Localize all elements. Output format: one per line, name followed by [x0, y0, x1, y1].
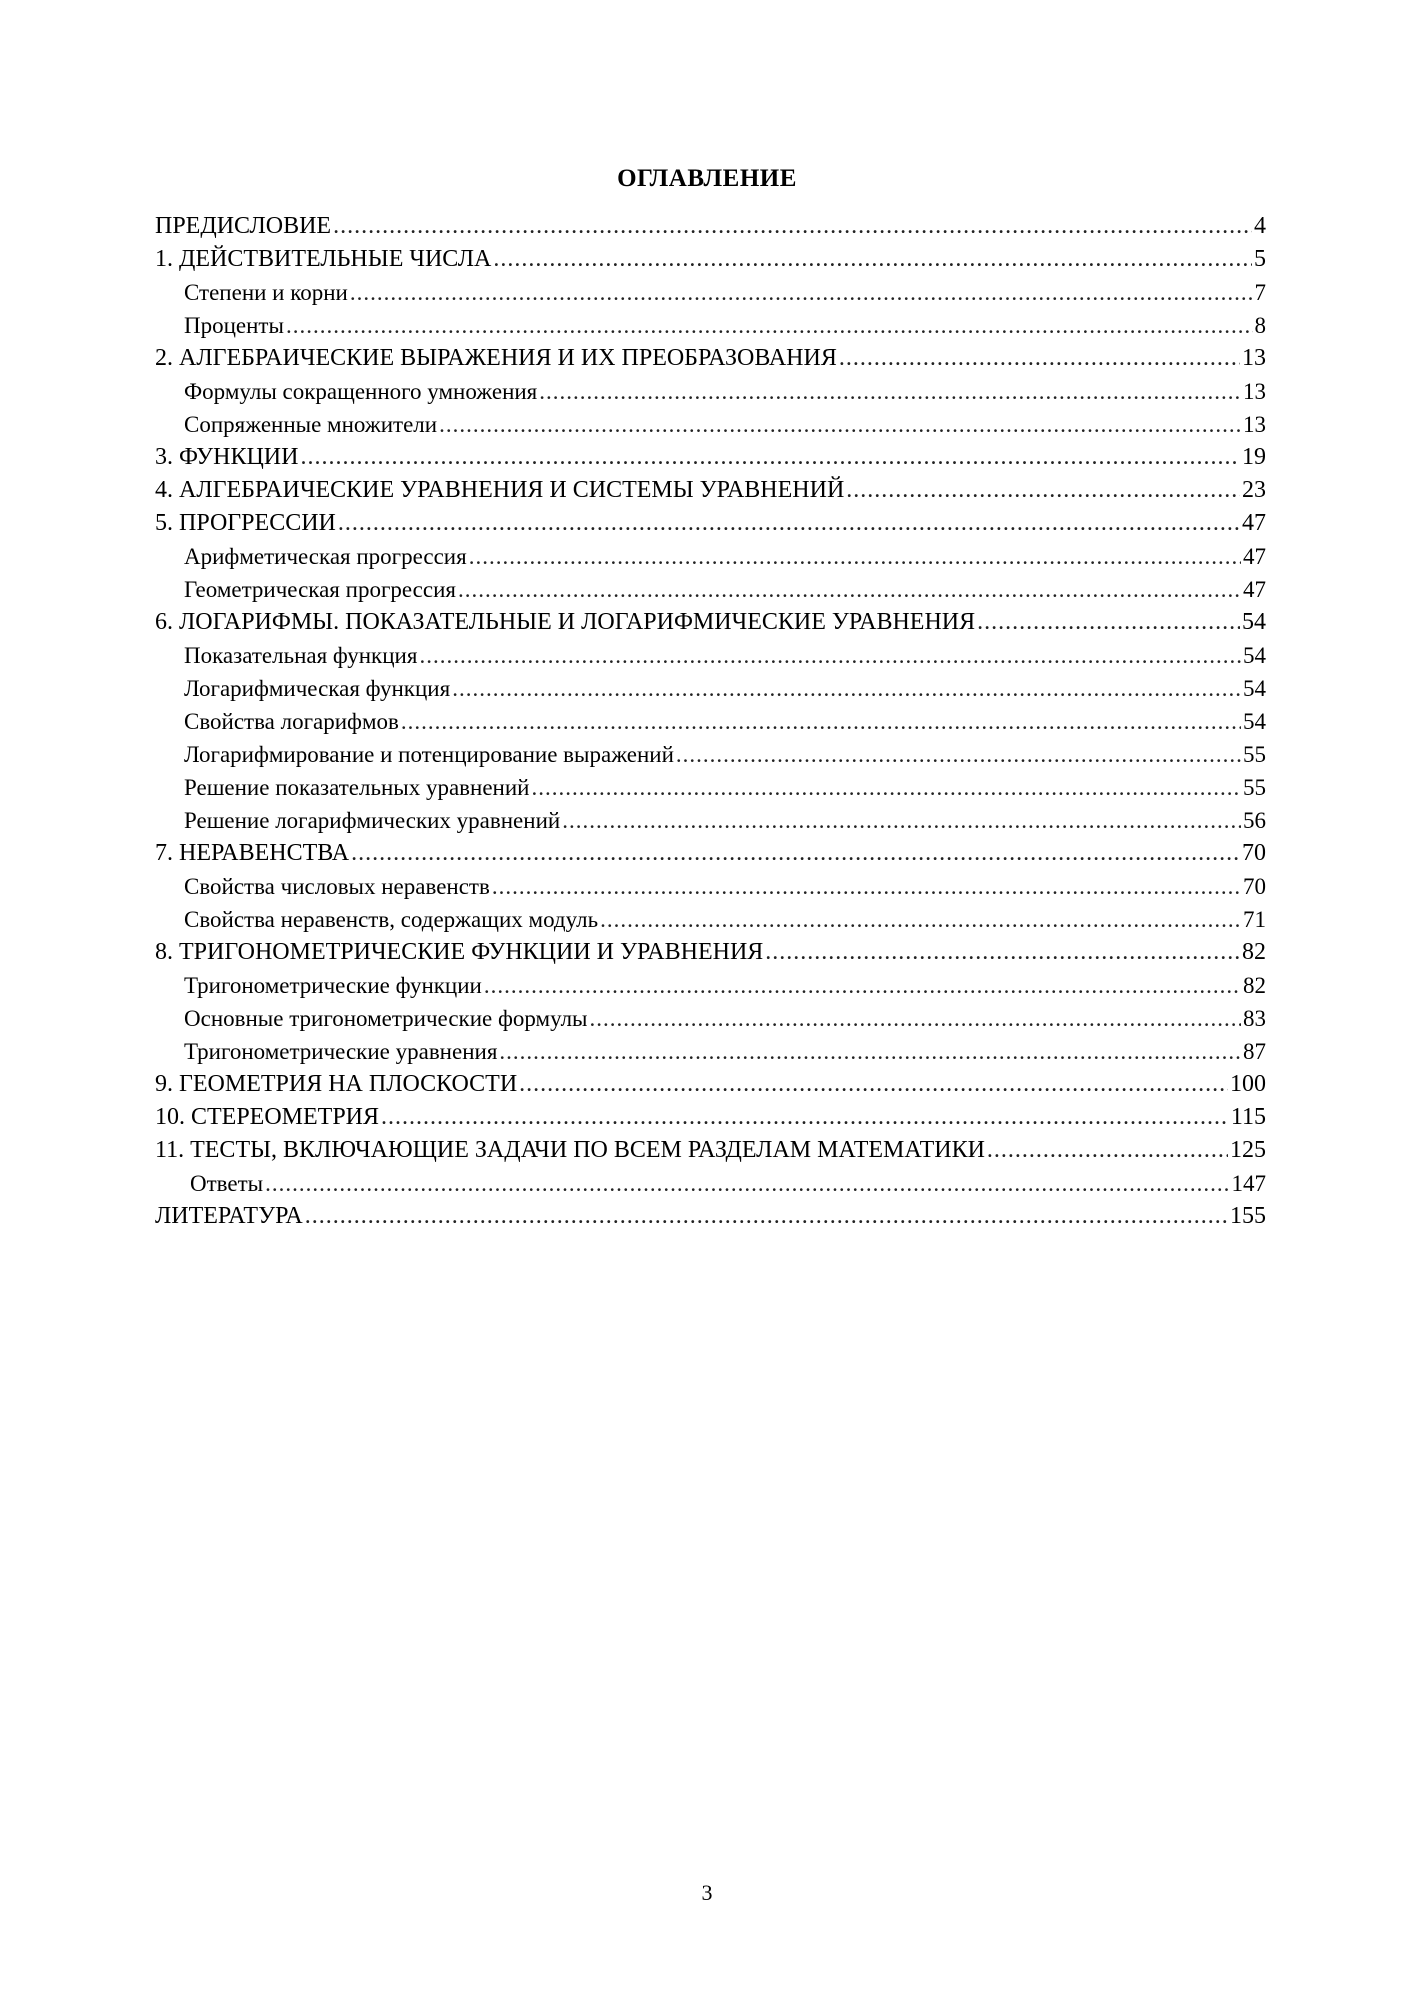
toc-entry-page: 47 [1243, 544, 1266, 569]
toc-dot-leader [977, 606, 1240, 639]
toc-entry-title: ПРЕДИСЛОВИЕ [155, 213, 332, 239]
toc-dot-leader [519, 1068, 1228, 1101]
toc-entry-title: 10. СТЕРЕОМЕТРИЯ [155, 1104, 380, 1130]
page-title: ОГЛАВЛЕНИЕ [617, 165, 797, 192]
toc-entry-page: 71 [1243, 907, 1266, 932]
toc-entry-title: Решение логарифмических уравнений [184, 808, 561, 833]
toc-entry-title: 5. ПРОГРЕССИИ [155, 510, 336, 536]
toc-entry-chapter[interactable] [155, 507, 1266, 540]
toc-entry-section[interactable] [155, 1167, 1266, 1200]
toc-entry-title: Тригонометрические функции [184, 973, 482, 998]
toc-entry-title: 11. ТЕСТЫ, ВКЛЮЧАЮЩИЕ ЗАДАЧИ ПО ВСЕМ РАЗДЕЛАМ МАТЕМАТИКИ [155, 1137, 985, 1163]
toc-dot-leader [401, 705, 1241, 738]
toc-entry-section[interactable] [155, 408, 1266, 441]
toc-entry-title: ЛИТЕРАТУРА [155, 1203, 303, 1229]
toc-entry-page: 8 [1254, 313, 1266, 338]
toc-entry-page: 4 [1254, 213, 1266, 239]
toc-dot-leader [286, 309, 1253, 342]
toc-entry-page: 47 [1242, 510, 1266, 536]
toc-dot-leader [452, 672, 1241, 705]
toc-entry-section[interactable] [155, 903, 1266, 936]
toc-entry-title: 7. НЕРАВЕНСТВА [155, 840, 350, 866]
toc-entry-title: Проценты [184, 313, 284, 338]
toc-entry-page: 83 [1243, 1006, 1266, 1031]
toc-entry-chapter[interactable] [155, 342, 1266, 375]
toc-entry-title: Логарифмическая функция [184, 676, 451, 701]
toc-entry-page: 56 [1243, 808, 1266, 833]
toc-entry-title: Ответы [190, 1171, 264, 1196]
toc-entry-section[interactable] [155, 672, 1266, 705]
toc-entry-page: 5 [1254, 246, 1266, 272]
toc-entry-page: 100 [1230, 1071, 1266, 1097]
toc-entry-chapter[interactable] [155, 441, 1266, 474]
toc-entry-page: 55 [1243, 742, 1266, 767]
toc-dot-leader [333, 210, 1252, 243]
toc-entry-page: 13 [1243, 412, 1266, 437]
toc-entry-title: 2. АЛГЕБРАИЧЕСКИЕ ВЫРАЖЕНИЯ И ИХ ПРЕОБРАЗОВАНИЯ [155, 345, 837, 371]
toc-dot-leader [539, 375, 1241, 408]
toc-entry-page: 19 [1242, 444, 1266, 470]
toc-entry-page: 54 [1243, 709, 1266, 734]
toc-entry-title: Решение показательных уравнений [184, 775, 530, 800]
toc-entry-page: 115 [1230, 1104, 1266, 1130]
toc-entry-section[interactable] [155, 1002, 1266, 1035]
toc-entry-section[interactable] [155, 705, 1266, 738]
toc-entry-section[interactable] [155, 771, 1266, 804]
toc-dot-leader [300, 441, 1240, 474]
toc-entry-chapter[interactable] [155, 210, 1266, 243]
toc-entry-section[interactable] [155, 738, 1266, 771]
toc-dot-leader [351, 837, 1240, 870]
toc-entry-title: 1. ДЕЙСТВИТЕЛЬНЫЕ ЧИСЛА [155, 246, 492, 272]
toc-entry-chapter[interactable] [155, 1200, 1266, 1233]
toc-entry-chapter[interactable] [155, 936, 1266, 969]
toc-entry-page: 7 [1254, 280, 1266, 305]
toc-entry-section[interactable] [155, 870, 1266, 903]
toc-entry-page: 70 [1242, 840, 1266, 866]
toc-entry-page: 54 [1243, 676, 1266, 701]
toc-entry-chapter[interactable] [155, 243, 1266, 276]
toc-dot-leader [439, 408, 1241, 441]
toc-entry-page: 87 [1243, 1039, 1266, 1064]
toc-dot-leader [469, 540, 1241, 573]
toc-entry-section[interactable] [155, 1035, 1266, 1068]
toc-entry-page: 55 [1243, 775, 1266, 800]
toc-entry-title: Логарифмирование и потенцирование выражений [184, 742, 674, 767]
toc-entry-title: Степени и корни [184, 280, 348, 305]
toc-dot-leader [590, 1002, 1241, 1035]
toc-entry-title: Сопряженные множители [184, 412, 438, 437]
toc-entry-title: 3. ФУНКЦИИ [155, 444, 299, 470]
toc-entry-chapter[interactable] [155, 1134, 1266, 1167]
toc-entry-page: 54 [1242, 609, 1266, 635]
toc-dot-leader [338, 507, 1240, 540]
toc-entry-title: 4. АЛГЕБРАИЧЕСКИЕ УРАВНЕНИЯ И СИСТЕМЫ УРАВНЕНИЙ [155, 477, 845, 503]
toc-dot-leader [839, 342, 1240, 375]
toc-entry-chapter[interactable] [155, 1101, 1266, 1134]
toc-entry-page: 23 [1242, 477, 1266, 503]
toc-dot-leader [493, 243, 1252, 276]
toc-entry-page: 70 [1243, 874, 1266, 899]
toc-dot-leader [265, 1167, 1229, 1200]
toc-entry-section[interactable] [155, 573, 1266, 606]
toc-entry-title: Свойства числовых неравенств [184, 874, 490, 899]
toc-entry-title: Показательная функция [184, 643, 418, 668]
toc-entry-page: 155 [1230, 1203, 1266, 1229]
toc-entry-section[interactable] [155, 804, 1266, 837]
toc-dot-leader [846, 474, 1240, 507]
toc-dot-leader [765, 936, 1240, 969]
toc-entry-title: 9. ГЕОМЕТРИЯ НА ПЛОСКОСТИ [155, 1071, 518, 1097]
toc-entry-section[interactable] [155, 276, 1266, 309]
toc-dot-leader [499, 1035, 1241, 1068]
toc-entry-page: 82 [1242, 939, 1266, 965]
toc-dot-leader [531, 771, 1241, 804]
toc-entry-page: 54 [1243, 643, 1266, 668]
toc-entry-page: 82 [1243, 973, 1266, 998]
toc-dot-leader [987, 1134, 1228, 1167]
toc-dot-leader [676, 738, 1241, 771]
toc-dot-leader [350, 276, 1253, 309]
toc-entry-title: Тригонометрические уравнения [184, 1039, 498, 1064]
toc-entry-title: Свойства логарифмов [184, 709, 399, 734]
table-of-contents [155, 210, 1266, 1233]
toc-entry-title: Свойства неравенств, содержащих модуль [184, 907, 599, 932]
toc-dot-leader [419, 639, 1241, 672]
toc-dot-leader [305, 1200, 1228, 1233]
toc-dot-leader [458, 573, 1241, 606]
toc-dot-leader [484, 969, 1241, 1002]
toc-entry-title: Формулы сокращенного умножения [184, 379, 538, 404]
toc-entry-title: Арифметическая прогрессия [184, 544, 467, 569]
toc-entry-section[interactable] [155, 540, 1266, 573]
toc-entry-chapter[interactable] [155, 606, 1266, 639]
toc-entry-page: 147 [1231, 1171, 1266, 1196]
toc-dot-leader [600, 903, 1241, 936]
toc-dot-leader [562, 804, 1241, 837]
toc-entry-page: 13 [1243, 379, 1266, 404]
toc-dot-leader [381, 1101, 1229, 1134]
toc-entry-section[interactable] [155, 639, 1266, 672]
toc-entry-chapter[interactable] [155, 1068, 1266, 1101]
page-number: 3 [701, 1880, 713, 1905]
toc-dot-leader [492, 870, 1241, 903]
toc-entry-title: 8. ТРИГОНОМЕТРИЧЕСКИЕ ФУНКЦИИ И УРАВНЕНИЯ [155, 939, 764, 965]
toc-entry-section[interactable] [155, 969, 1266, 1002]
toc-entry-page: 47 [1243, 577, 1266, 602]
toc-entry-title: Геометрическая прогрессия [184, 577, 456, 602]
toc-entry-section[interactable] [155, 375, 1266, 408]
toc-entry-page: 125 [1230, 1137, 1266, 1163]
toc-entry-chapter[interactable] [155, 837, 1266, 870]
toc-entry-chapter[interactable] [155, 474, 1266, 507]
toc-entry-page: 13 [1242, 345, 1266, 371]
toc-entry-section[interactable] [155, 309, 1266, 342]
toc-entry-title: Основные тригонометрические формулы [184, 1006, 588, 1031]
toc-entry-title: 6. ЛОГАРИФМЫ. ПОКАЗАТЕЛЬНЫЕ И ЛОГАРИФМИЧЕСКИЕ УРАВНЕНИЯ [155, 609, 976, 635]
